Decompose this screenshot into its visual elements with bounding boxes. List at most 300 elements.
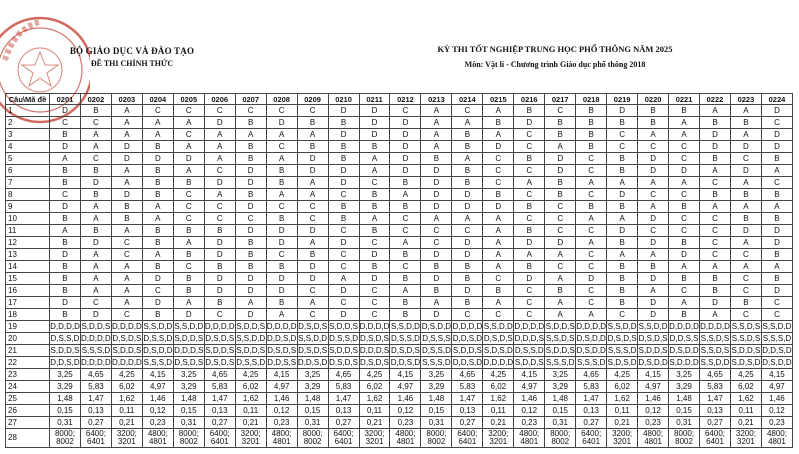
answer-cell: 0,23: [638, 417, 669, 429]
answer-cell: D: [80, 177, 111, 189]
answer-line: 6400;: [333, 429, 354, 438]
answer-cell: D,D,D,D: [514, 322, 545, 331]
answer-cell: 3,29: [50, 381, 81, 393]
answer-cell: S,S,D,D: [143, 322, 173, 331]
answer-cell: A: [483, 249, 514, 261]
answer-cell: C: [452, 105, 483, 117]
answer-cell: 5,83: [204, 381, 235, 393]
answer-cell: B: [328, 213, 359, 225]
answer-cell: B: [235, 141, 266, 153]
answer-cell: 6,02: [235, 381, 266, 393]
table-row: [6, 285, 793, 297]
answer-cell: [390, 429, 421, 448]
answer-cell: B: [483, 285, 514, 297]
answer-cell: A: [576, 237, 607, 249]
answer-cell: D,S,S,D: [143, 334, 173, 343]
answer-cell: [514, 429, 545, 448]
answer-cell: B: [266, 213, 297, 225]
answer-cell: C: [359, 309, 390, 321]
answer-cell: B: [452, 129, 483, 141]
answer-cell: D: [297, 273, 328, 285]
answer-cell: 0,11: [607, 405, 638, 417]
table-row: [6, 213, 793, 225]
answer-cell: B: [514, 105, 545, 117]
question-number: 2: [6, 117, 50, 129]
answer-cell: B: [669, 201, 700, 213]
answer-cell: C: [328, 261, 359, 273]
answer-cell: D: [359, 273, 390, 285]
answer-cell: B: [359, 261, 390, 273]
answer-cell: D,S,D,S: [267, 346, 297, 355]
answer-cell: D: [452, 189, 483, 201]
answer-cell: A: [730, 105, 761, 117]
answer-cell: C: [700, 177, 731, 189]
answer-cell: [328, 429, 359, 448]
answer-cell: A: [421, 213, 452, 225]
answer-cell: D,D,S,D: [297, 358, 328, 367]
answer-cell: A: [669, 297, 700, 309]
answer-line: 3201: [365, 437, 384, 446]
answer-cell: D: [359, 117, 390, 129]
answer-cell: A: [545, 309, 576, 321]
answer-cell: S,S,S,D: [81, 346, 111, 355]
answer-cell: A: [607, 249, 638, 261]
answer-cell: B: [142, 309, 173, 321]
answer-cell: D,S,S,D: [391, 334, 420, 343]
answer-cell: C: [576, 225, 607, 237]
answer-cell: S,S,D,D: [700, 358, 730, 367]
answer-cell: 1,48: [421, 393, 452, 405]
answer-cell: D: [235, 201, 266, 213]
answer-cell: D: [235, 225, 266, 237]
answer-cell: D,D,D,D: [81, 334, 111, 343]
exam-code-header: 0213: [421, 94, 452, 105]
answer-cell: B: [700, 273, 731, 285]
answer-cell: A: [297, 189, 328, 201]
answer-cell: D: [514, 273, 545, 285]
answer-cell: 1,48: [545, 393, 576, 405]
answer-cell: A: [669, 129, 700, 141]
table-row: [6, 417, 793, 429]
answer-cell: D: [390, 117, 421, 129]
answer-cell: C: [483, 309, 514, 321]
answer-cell: S,S,D,D: [638, 322, 668, 331]
answer-cell: C: [669, 189, 700, 201]
answer-cell: D,S,D,S: [112, 334, 142, 343]
answer-cell: C: [761, 117, 792, 129]
answer-cell: B: [235, 249, 266, 261]
answer-cell: S,S,D,D: [762, 322, 792, 331]
answer-cell: C: [761, 297, 792, 309]
answer-cell: B: [142, 261, 173, 273]
exam-code-header: 0203: [111, 94, 142, 105]
table-row: [6, 129, 793, 141]
answer-cell: C: [50, 117, 81, 129]
answer-cell: C: [390, 213, 421, 225]
answer-cell: B: [235, 153, 266, 165]
answer-cell: B: [576, 117, 607, 129]
answer-cell: D,D,D,S: [514, 334, 544, 343]
exam-code-header: 0223: [730, 94, 761, 105]
answer-cell: D: [328, 237, 359, 249]
answer-cell: D: [297, 225, 328, 237]
answer-cell: A: [638, 201, 669, 213]
answer-line: 6401: [582, 437, 601, 446]
answer-cell: C: [576, 189, 607, 201]
answer-cell: D: [142, 297, 173, 309]
answer-cell: B: [607, 165, 638, 177]
answer-line: 3201: [117, 437, 136, 446]
answer-cell: B: [111, 201, 142, 213]
answer-cell: D,D,S,D: [762, 346, 792, 355]
answer-cell: A: [514, 177, 545, 189]
answer-cell: B: [50, 129, 81, 141]
answer-cell: 4,65: [80, 369, 111, 381]
answer-cell: A: [204, 129, 235, 141]
answer-cell: D: [390, 153, 421, 165]
answer-cell: D: [204, 177, 235, 189]
answer-cell: A: [483, 297, 514, 309]
answer-line: 3200;: [116, 429, 137, 438]
answer-cell: D: [266, 225, 297, 237]
answer-cell: C: [514, 189, 545, 201]
answer-cell: B: [80, 189, 111, 201]
answer-cell: 4,97: [638, 381, 669, 393]
answer-cell: 3,29: [421, 381, 452, 393]
answer-cell: D,S,D,S: [638, 334, 668, 343]
answer-cell: C: [576, 285, 607, 297]
table-row: [6, 165, 793, 177]
answer-cell: A: [297, 237, 328, 249]
answer-cell: D: [204, 117, 235, 129]
answer-cell: D: [390, 129, 421, 141]
answer-cell: A: [111, 117, 142, 129]
answer-cell: D: [390, 141, 421, 153]
answer-cell: B: [607, 237, 638, 249]
answer-cell: B: [50, 237, 81, 249]
answer-cell: B: [297, 117, 328, 129]
question-number: 4: [6, 141, 50, 153]
answer-cell: B: [545, 177, 576, 189]
question-number: 6: [6, 165, 50, 177]
exam-code-header: 0217: [545, 94, 576, 105]
answer-cell: 1,47: [576, 393, 607, 405]
exam-code-header: 0204: [142, 94, 173, 105]
answer-cell: 5,83: [700, 381, 731, 393]
answer-cell: S,D,D,S: [638, 346, 668, 355]
answer-line: 6400;: [457, 429, 478, 438]
answer-cell: A: [80, 261, 111, 273]
answer-cell: [421, 429, 452, 448]
answer-cell: D,D,D,D: [700, 322, 730, 331]
answer-cell: C: [545, 225, 576, 237]
answer-cell: D: [452, 237, 483, 249]
answer-line: 8002: [56, 437, 74, 446]
answer-cell: S,D,D,S: [112, 346, 142, 355]
answer-cell: A: [669, 117, 700, 129]
exam-code-header: 0208: [266, 94, 297, 105]
answer-cell: 3,29: [669, 381, 700, 393]
answer-cell: A: [700, 165, 731, 177]
answer-cell: B: [142, 237, 173, 249]
answer-cell: A: [80, 201, 111, 213]
exam-code-header: 0215: [483, 94, 514, 105]
answer-cell: S,D,D,S: [236, 322, 266, 331]
answer-cell: A: [638, 249, 669, 261]
answer-line: 4801: [644, 437, 662, 446]
exam-code-header: 0216: [514, 94, 545, 105]
answer-cell: B: [266, 261, 297, 273]
exam-title-block: [395, 44, 715, 69]
exam-code-header: 0205: [173, 94, 204, 105]
answer-cell: D: [700, 141, 731, 153]
answer-cell: B: [50, 261, 81, 273]
table-row: [6, 225, 793, 237]
official-label: ĐỀ THI CHÍNH THỨC: [90, 59, 174, 68]
answer-cell: S,D,D,S: [329, 322, 358, 331]
answer-cell: B: [545, 285, 576, 297]
exam-subject: Môn: Vật lí - Chương trình Giáo dục phổ thông 2018: [464, 60, 646, 69]
answer-cell: D: [421, 309, 452, 321]
answer-cell: B: [452, 261, 483, 273]
answer-cell: B: [173, 273, 204, 285]
answer-cell: D,S,D,S: [360, 358, 389, 367]
answer-cell: A: [111, 129, 142, 141]
answer-cell: B: [111, 213, 142, 225]
table-row: [6, 189, 793, 201]
answer-cell: B: [328, 153, 359, 165]
answer-cell: D: [421, 189, 452, 201]
answer-cell: 4,15: [142, 369, 173, 381]
answer-cell: D: [235, 273, 266, 285]
answer-cell: 1,47: [700, 393, 731, 405]
answer-cell: C: [235, 105, 266, 117]
answer-cell: D,S,D,D: [421, 322, 452, 331]
question-number: 7: [6, 177, 50, 189]
answer-cell: C: [297, 201, 328, 213]
answer-cell: A: [390, 285, 421, 297]
answer-cell: 0,31: [545, 417, 576, 429]
answer-cell: D: [576, 273, 607, 285]
answer-line: 6401: [334, 437, 353, 446]
answer-cell: D: [452, 201, 483, 213]
answer-cell: D: [328, 105, 359, 117]
table-row: [6, 429, 793, 448]
answer-cell: A: [700, 261, 731, 273]
answer-cell: D: [173, 153, 204, 165]
answer-cell: A: [607, 177, 638, 189]
answer-cell: C: [80, 297, 111, 309]
answer-cell: B: [700, 285, 731, 297]
answer-cell: 1,62: [730, 393, 761, 405]
answer-cell: A: [111, 297, 142, 309]
answer-cell: S,S,S,D: [607, 346, 637, 355]
answer-line: 8000;: [426, 429, 447, 438]
answer-cell: D: [50, 201, 81, 213]
answer-cell: B: [421, 153, 452, 165]
answer-cell: C: [390, 105, 421, 117]
answer-cell: B: [142, 189, 173, 201]
answer-cell: C: [204, 201, 235, 213]
answer-cell: C: [730, 285, 761, 297]
answer-cell: 4,97: [142, 381, 173, 393]
answer-cell: 3,25: [173, 369, 204, 381]
answer-cell: D: [638, 309, 669, 321]
answer-cell: C: [359, 237, 390, 249]
answer-cell: C: [173, 189, 204, 201]
answer-cell: 6,02: [607, 381, 638, 393]
answer-cell: B: [730, 189, 761, 201]
answer-cell: 3,25: [50, 369, 81, 381]
answer-cell: C: [669, 153, 700, 165]
answer-cell: D: [235, 165, 266, 177]
answer-cell: 3,25: [421, 369, 452, 381]
answer-line: 4801: [272, 437, 291, 446]
answer-cell: B: [545, 117, 576, 129]
answer-cell: A: [173, 165, 204, 177]
answer-cell: S,S,D,S: [700, 334, 730, 343]
answer-cell: 0,23: [266, 417, 297, 429]
answer-cell: D: [421, 165, 452, 177]
exam-code-header: 0201: [50, 94, 81, 105]
answer-cell: D,S,S,D: [236, 358, 266, 367]
answer-cell: D: [607, 105, 638, 117]
answer-key-table: [5, 93, 793, 448]
answer-cell: B: [421, 261, 452, 273]
answer-cell: A: [297, 129, 328, 141]
answer-cell: D: [761, 225, 792, 237]
answer-line: 3201: [489, 437, 508, 446]
answer-cell: D: [359, 105, 390, 117]
answer-cell: [204, 429, 235, 448]
answer-cell: B: [761, 189, 792, 201]
answer-cell: 0,12: [761, 405, 792, 417]
answer-cell: B: [204, 297, 235, 309]
answer-cell: 6,02: [359, 381, 390, 393]
answer-line: 3200;: [735, 429, 756, 438]
answer-cell: A: [669, 261, 700, 273]
answer-line: 6401: [210, 437, 229, 446]
answer-cell: 0,31: [50, 417, 81, 429]
exam-code-header: 0214: [452, 94, 483, 105]
answer-cell: D: [761, 141, 792, 153]
answer-line: 8002: [675, 437, 693, 446]
answer-cell: 0,21: [235, 417, 266, 429]
answer-cell: A: [638, 129, 669, 141]
answer-cell: S,S,D,D: [236, 334, 266, 343]
answer-cell: C: [545, 213, 576, 225]
exam-code-header: 0219: [607, 94, 638, 105]
answer-cell: C: [514, 141, 545, 153]
answer-cell: D: [638, 273, 669, 285]
answer-cell: D,S,D,S: [205, 358, 235, 367]
answer-cell: C: [173, 105, 204, 117]
answer-cell: 4,65: [204, 369, 235, 381]
answer-cell: A: [297, 297, 328, 309]
answer-cell: B: [514, 153, 545, 165]
answer-cell: C: [730, 309, 761, 321]
answer-cell: B: [607, 297, 638, 309]
answer-cell: D: [359, 129, 390, 141]
answer-cell: A: [328, 273, 359, 285]
answer-cell: S,D,D,S: [236, 346, 266, 355]
answer-cell: 4,65: [576, 369, 607, 381]
answer-cell: 0,27: [80, 417, 111, 429]
answer-cell: S,D,D,S: [452, 346, 482, 355]
answer-cell: 0,27: [204, 417, 235, 429]
answer-cell: B: [514, 225, 545, 237]
answer-cell: D: [638, 153, 669, 165]
answer-cell: 0,12: [514, 405, 545, 417]
answer-cell: 0,23: [514, 417, 545, 429]
answer-cell: C: [173, 201, 204, 213]
answer-cell: A: [483, 105, 514, 117]
answer-cell: 1,62: [111, 393, 142, 405]
answer-cell: D,S,D,S: [298, 322, 328, 331]
answer-cell: 0,27: [700, 417, 731, 429]
answer-cell: S,S,D,S: [546, 334, 575, 343]
answer-cell: C: [266, 141, 297, 153]
answer-cell: 0,21: [730, 417, 761, 429]
table-row: [6, 117, 793, 129]
answer-cell: S,D,D,S: [50, 346, 80, 355]
answer-cell: C: [514, 165, 545, 177]
exam-code-header: 0206: [204, 94, 235, 105]
answer-cell: A: [452, 117, 483, 129]
answer-cell: S,D,D,S: [205, 346, 235, 355]
answer-cell: B: [359, 201, 390, 213]
answer-cell: A: [390, 237, 421, 249]
answer-cell: 4,65: [328, 369, 359, 381]
answer-cell: 4,97: [390, 381, 421, 393]
answer-cell: B: [390, 201, 421, 213]
answer-cell: D: [328, 177, 359, 189]
answer-cell: 0,13: [576, 405, 607, 417]
answer-cell: D: [514, 117, 545, 129]
answer-cell: A: [359, 153, 390, 165]
answer-cell: C: [204, 213, 235, 225]
answer-cell: 0,27: [328, 417, 359, 429]
answer-cell: 0,11: [483, 405, 514, 417]
answer-cell: B: [452, 141, 483, 153]
answer-cell: D: [483, 201, 514, 213]
answer-cell: D: [328, 285, 359, 297]
answer-cell: D: [730, 225, 761, 237]
answer-cell: 0,15: [669, 405, 700, 417]
answer-cell: B: [761, 273, 792, 285]
answer-cell: C: [514, 297, 545, 309]
answer-cell: B: [328, 117, 359, 129]
answer-line: 3200;: [612, 429, 633, 438]
answer-cell: C: [297, 285, 328, 297]
answer-line: 4800;: [519, 429, 540, 438]
answer-cell: 5,83: [576, 381, 607, 393]
answer-cell: B: [142, 141, 173, 153]
answer-cell: C: [483, 153, 514, 165]
answer-cell: 4,15: [390, 369, 421, 381]
answer-cell: D: [483, 141, 514, 153]
exam-code-header: 0218: [576, 94, 607, 105]
answer-cell: A: [50, 153, 81, 165]
answer-cell: B: [142, 225, 173, 237]
answer-cell: B: [359, 225, 390, 237]
answer-cell: D,D,S,D: [266, 334, 297, 343]
answer-cell: A: [483, 213, 514, 225]
answer-cell: B: [607, 273, 638, 285]
answer-cell: D: [111, 153, 142, 165]
answer-cell: S,D,D,S: [545, 322, 575, 331]
answer-cell: A: [545, 249, 576, 261]
